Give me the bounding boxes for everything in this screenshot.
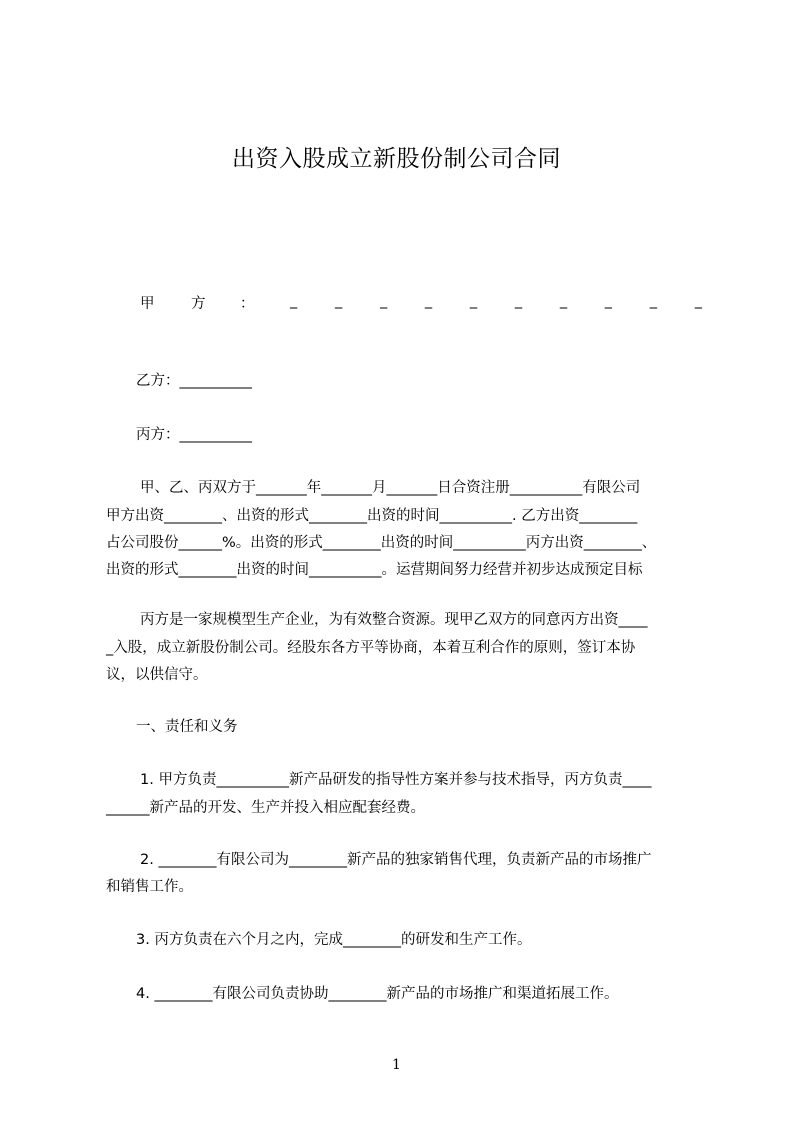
blank-dash: _	[514, 293, 523, 309]
party-a-blank	[290, 293, 702, 309]
list-item-line: 和销售工作。	[106, 879, 193, 895]
blank-dash: _	[334, 293, 343, 309]
page-number: 1	[392, 1057, 401, 1073]
blank-dash: _	[469, 293, 478, 309]
list-item: 3. 丙方负责在六个月之内，完成________的研发和生产工作。	[136, 932, 532, 948]
blank-dash: _	[290, 293, 298, 309]
party-a-label-char2: 方	[191, 296, 206, 312]
section-heading: 一、责任和义务	[136, 719, 238, 735]
blank-dash: _	[559, 293, 568, 309]
blank-dash: _	[424, 293, 433, 309]
list-item-line: ______新产品的开发、生产并投入相应配套经费。	[106, 800, 425, 816]
party-a-label-char1: 甲	[140, 296, 155, 312]
blank-dash: _	[649, 293, 657, 309]
party-c-line: 丙方：__________	[136, 427, 252, 443]
blank-dash: _	[379, 293, 388, 309]
paragraph-line: 占公司股份______%。出资的形式________出资的时间__________丙方出资________、	[106, 535, 657, 551]
list-item: 4. ________有限公司负责协助________新产品的市场推广和渠道拓展工作。	[136, 986, 619, 1002]
party-a-colon: ：	[240, 296, 255, 312]
blank-dash: _	[604, 293, 613, 309]
paragraph-line: 议，以供信守。	[106, 667, 208, 683]
paragraph-line: 甲、乙、丙双方于_______年_______月_______日合资注册__________有限公司	[140, 480, 641, 496]
paragraph-line: _入股，成立新股份制公司。经股东各方平等协商，本着互利合作的原则，签订本协	[106, 640, 636, 656]
party-b-line: 乙方：__________	[136, 373, 252, 389]
blank-dash: _	[694, 293, 702, 309]
paragraph-line: 甲方出资________、出资的形式________出资的时间__________. 乙方出资________	[106, 508, 638, 524]
document-title: 出资入股成立新股份制公司合同	[232, 146, 561, 172]
list-item-line: 2. ________有限公司为________新产品的独家销售代理，负责新产品的市场推广	[140, 852, 652, 868]
paragraph-line: 丙方是一家规模型生产企业，为有效整合资源。现甲乙双方的同意丙方出资____	[140, 612, 648, 628]
paragraph-line: 出资的形式________出资的时间__________。运营期间努力经营并初步达成预定目标	[106, 562, 643, 578]
list-item-line: 1. 甲方负责__________新产品研发的指导性方案并参与技术指导，丙方负责____	[140, 772, 652, 788]
